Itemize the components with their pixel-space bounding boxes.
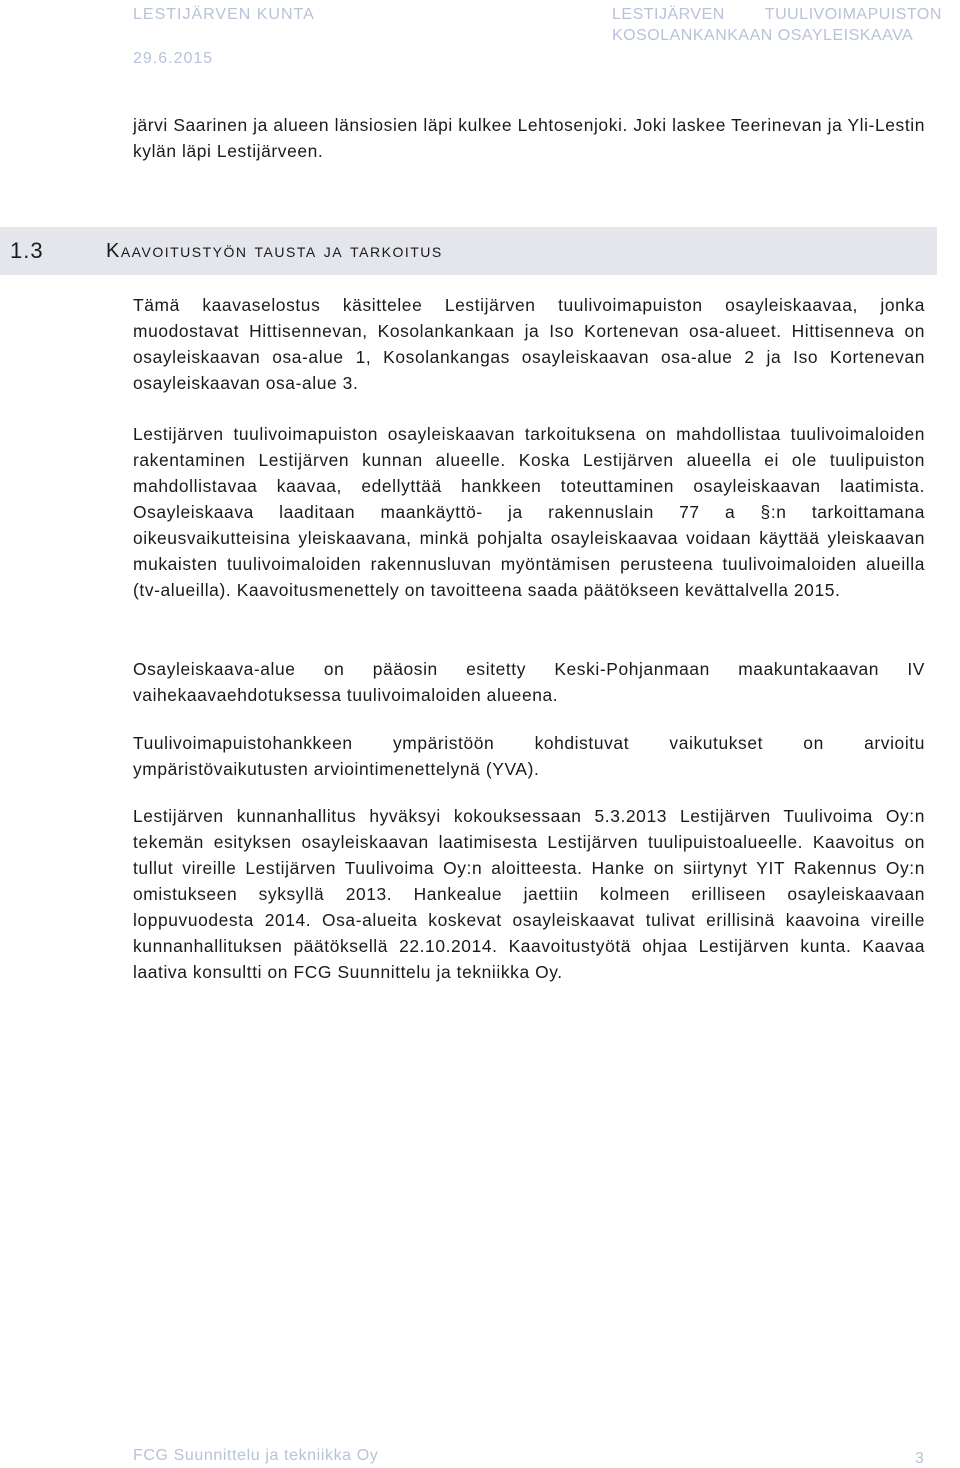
paragraph-3: Osayleiskaava-alue on pääosin esitetty Keski-Pohjanmaan maakuntakaavan IV vaihekaavaehdotuksessa tuulivoimaloiden alueena.	[133, 659, 925, 705]
footer-page-number: 3	[915, 1450, 924, 1467]
header-org: LESTIJÄRVEN KUNTA	[133, 6, 315, 23]
header-left	[133, 4, 315, 69]
paragraph-2: Lestijärven tuulivoimapuiston osayleiskaavan tarkoituksena on mahdollistaa tuulivoimaloiden rakentaminen Lestijärven kunnan alueelle. Koska Lestijärven alueella ei ole tuulipuiston mahdollistavaa kaavaa, edellyttää hankkeen toteuttaminen osayleiskaavan laatimista. Osayleiskaava laaditaan maankäyttö- ja rakennuslain 77 a §:n tarkoittamana oikeusvaikutteisina yleiskaavana, minkä pohjalta osayleiskaavaa voidaan käyttää yleiskaavan mukaisten tuulivoimaloiden rakennusluvan myöntämisen perusteena tuulivoimaloiden alueilla (tv-alueilla). Kaavoitusmenettely on tavoitteena saada päätökseen kevättalvella 2015.	[133, 424, 925, 600]
header-project-line1-a: LESTIJÄRVEN	[612, 6, 725, 23]
header-project-line1	[612, 4, 942, 25]
section-title: Kaavoitustyön tausta ja tarkoitus	[106, 240, 443, 262]
footer-company: FCG Suunnittelu ja tekniikka Oy	[133, 1447, 379, 1464]
header-date: 29.6.2015	[133, 50, 214, 67]
section-number: 1.3	[10, 238, 44, 263]
paragraph-1: Tämä kaavaselostus käsittelee Lestijärven tuulivoimapuiston osayleiskaavaa, jonka muodostavat Hittisennevan, Kosolankankaan ja Iso Kortenevan osa-alueet. Hittisenneva on osayleiskaavan osa-alue 1, Kosolankangas osayleiskaavan osa-alue 2 ja Iso Kortenevan osayleiskaavan osa-alue 3.	[133, 295, 925, 393]
intro-paragraph: järvi Saarinen ja alueen länsiosien läpi kulkee Lehtosenjoki. Joki laskee Teerinevan ja Yli-Lestin kylän läpi Lestijärveen.	[133, 115, 925, 161]
header-right	[612, 4, 942, 46]
section-heading	[0, 227, 937, 275]
header-project-line1-b: TUULIVOIMAPUISTON	[764, 6, 942, 23]
header-project-line2: KOSOLANKANKAAN OSAYLEISKAAVA	[612, 27, 914, 44]
paragraph-5: Lestijärven kunnanhallitus hyväksyi kokouksessaan 5.3.2013 Lestijärven Tuulivoima Oy:n tekemän esityksen osayleiskaavan laatimisesta Lestijärven tuulipuistoalueelle. Kaavoitus on tullut vireille Lestijärven Tuulivoima Oy:n aloitteesta. Hanke on siirtynyt YIT Rakennus Oy:n omistukseen syksyllä 2013. Hankealue jaettiin kolmeen erilliseen osayleiskaavaan loppuvuodesta 2014. Osa-alueita koskevat osayleiskaavat tulivat erillisinä kaavoina vireille kunnanhallituksen päätöksellä 22.10.2014. Kaavoitustyötä ohjaa Lestijärven kunta. Kaavaa laativa konsultti on FCG Suunnittelu ja tekniikka Oy.	[133, 806, 925, 982]
paragraph-4: Tuulivoimapuistohankkeen ympäristöön kohdistuvat vaikutukset on arvioitu ympäristövaikutusten arviointimenettelynä (YVA).	[133, 733, 925, 779]
